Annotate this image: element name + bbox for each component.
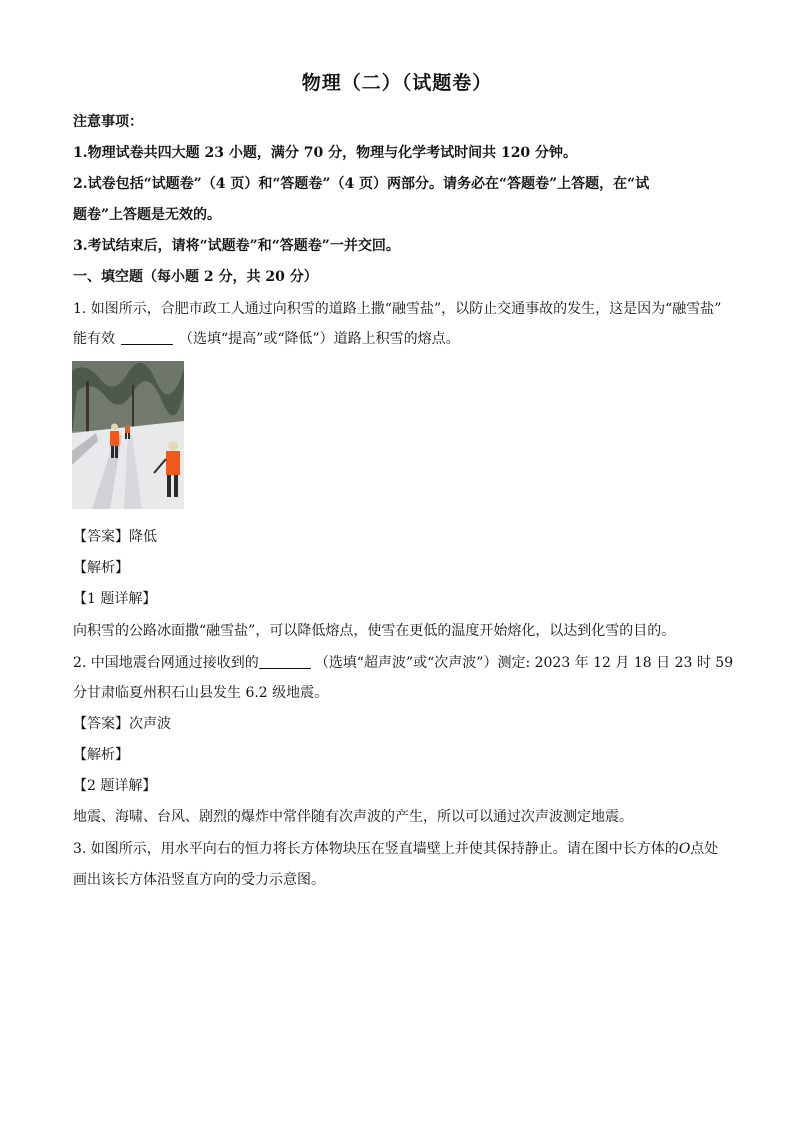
- answer-2: [73, 713, 733, 733]
- answer-blank-2: [259, 656, 311, 669]
- detail-tag-2: 【2 题详解】: [73, 778, 157, 794]
- question-1-text-after-blank: （选填“提高”或“降低”）道路上积雪的熔点。: [179, 331, 460, 347]
- answer-1: [73, 526, 733, 546]
- answer-value: 次声波: [129, 716, 171, 732]
- detail-1: 向积雪的公路冰面撒“融雪盐”，可以降低熔点，使雪在更低的温度开始熔化，以达到化雪的目的。: [73, 623, 676, 639]
- question-1-text-before-blank: 能有效: [73, 331, 115, 347]
- snow-road-photo: [72, 361, 184, 509]
- page-title: 物理（二）（试题卷）: [301, 72, 493, 94]
- question-1-line-2: [73, 328, 733, 348]
- detail-tag-1: 【1 题详解】: [73, 591, 157, 607]
- notice-item-1: 1.物理试卷共四大题 23 小题，满分 70 分，物理与化学考试时间共 120 分钟。: [73, 145, 578, 161]
- notice-item-2-line-1: 2.试卷包括“试题卷”（4 页）和“答题卷”（4 页）两部分。请务必在“答题卷”上答题，在“试: [73, 176, 650, 192]
- question-3-line-1: [73, 838, 733, 858]
- question-2-text-before-blank: 2. 中国地震台网通过接收到的: [73, 655, 259, 671]
- question-3-text-before-point: 3. 如图所示，用水平向右的恒力将长方体物块压在竖直墙壁上并使其保持静止。请在图中长方体的: [73, 841, 679, 857]
- question-2-line-2: 分甘肃临夏州积石山县发生 6.2 级地震。: [73, 685, 329, 701]
- notice-item-3: 3.考试结束后，请将“试题卷”和“答题卷”一并交回。: [73, 238, 400, 254]
- notice-heading: 注意事项：: [73, 114, 143, 130]
- question-2-line-1: [73, 652, 733, 672]
- question-2-text-after-blank: （选填“超声波”或“次声波”）测定: 2023 年 12 月 18 日 23 时 59: [314, 655, 734, 671]
- answer-tag: 【答案】: [73, 529, 129, 545]
- analysis-tag-2: 【解析】: [73, 747, 129, 763]
- answer-value: 降低: [129, 529, 157, 545]
- answer-blank-1: [121, 332, 173, 345]
- detail-2: 地震、海啸、台风、剧烈的爆炸中常伴随有次声波的产生，所以可以通过次声波测定地震。: [73, 809, 633, 825]
- point-label: O: [678, 841, 691, 857]
- answer-tag: 【答案】: [73, 716, 129, 732]
- question-3-line-2: 画出该长方体沿竖直方向的受力示意图。: [73, 872, 325, 888]
- section-heading: 一、填空题（每小题 2 分，共 20 分）: [73, 269, 318, 285]
- question-3-text-after-point: 点处: [690, 841, 719, 857]
- question-1-line-1: 1. 如图所示，合肥市政工人通过向积雪的道路上撒“融雪盐”，以防止交通事故的发生，这是因为“融雪盐”: [73, 301, 722, 317]
- notice-item-2-line-2: 题卷”上答题是无效的。: [73, 207, 222, 223]
- analysis-tag-1: 【解析】: [73, 560, 129, 576]
